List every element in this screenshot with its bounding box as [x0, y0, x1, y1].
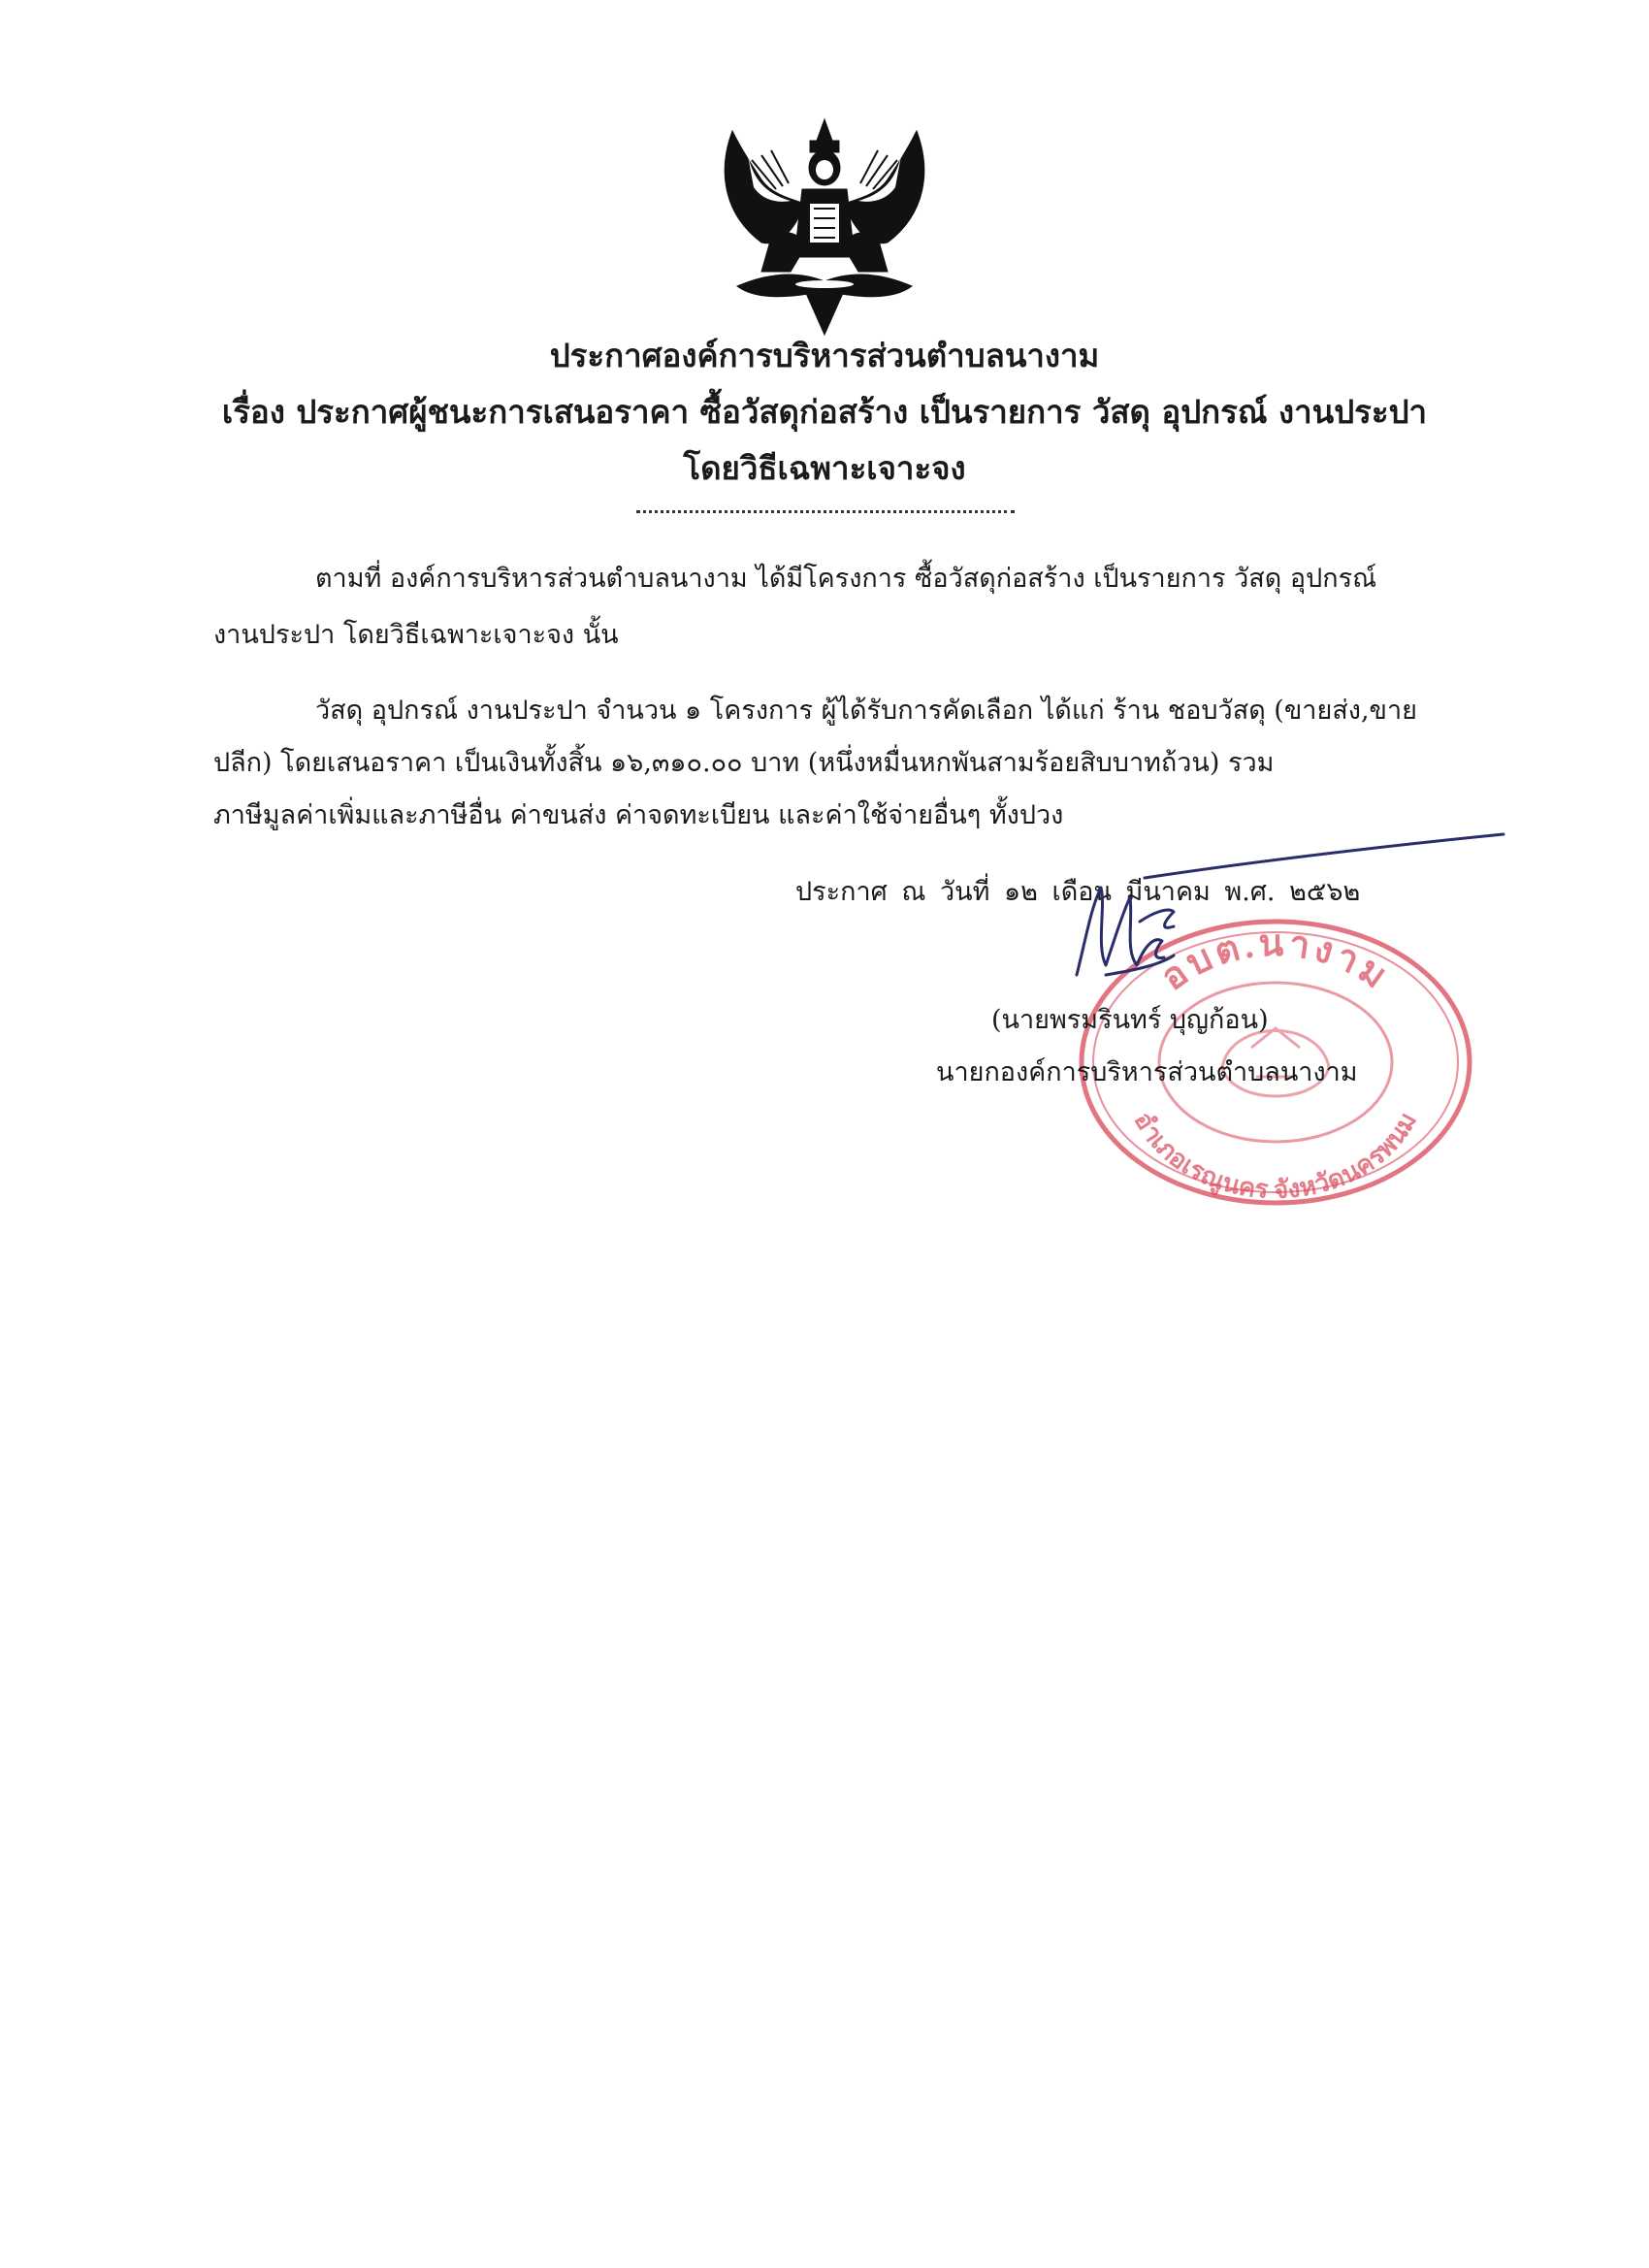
paragraph-1-line-1: ตามที่ องค์การบริหารส่วนตำบลนางาม ได้มีโครงการ ซื้อวัสดุก่อสร้าง เป็นรายการ วัสดุ อุปกรณ์: [315, 564, 1377, 594]
handwritten-signature-icon: [1048, 829, 1513, 1004]
paragraph-2-line-3: ภาษีมูลค่าเพิ่มและภาษีอื่น ค่าขนส่ง ค่าจดทะเบียน และค่าใช้จ่ายอื่นๆ ทั้งปวง: [213, 800, 1064, 830]
signatory-position: นายกองค์การบริหารส่วนตำบลนางาม: [936, 1057, 1358, 1087]
announcement-subject: เรื่อง ประกาศผู้ชนะการเสนอราคา ซื้อวัสดุก่อสร้าง เป็นรายการ วัสดุ อุปกรณ์ งานประปา: [221, 393, 1428, 431]
announcement-method: โดยวิธีเฉพาะเจาะจง: [683, 449, 966, 487]
signatory-name: (นายพรมรินทร์ บุญก้อน): [991, 1005, 1269, 1035]
paragraph-2-line-1: วัสดุ อุปกรณ์ งานประปา จำนวน ๑ โครงการ ผู้ได้รับการคัดเลือก ได้แก่ ร้าน ชอบวัสดุ (ขายส่ง,ขาย: [315, 696, 1417, 726]
garuda-emblem-icon: [713, 112, 936, 340]
svg-text:อำเภอเรณูนคร จังหวัดนครพนม: [1128, 1107, 1422, 1204]
paragraph-1-line-2: งานประปา โดยวิธีเฉพาะเจาะจง นั้น: [213, 620, 619, 650]
announcement-date: ประกาศ ณ วันที่ ๑๒ เดือน มีนาคม พ.ศ. ๒๕๖๒: [795, 877, 1361, 907]
stamp-bottom-text: อำเภอเรณูนคร จังหวัดนครพนม: [1128, 1107, 1423, 1205]
dotted-divider: [636, 510, 1015, 513]
paragraph-2-line-2: ปลีก) โดยเสนอราคา เป็นเงินทั้งสิ้น ๑๖,๓๑๐.๐๐ บาท (หนึ่งหมื่นหกพันสามร้อยสิบบาทถ้วน) รวม: [213, 748, 1275, 778]
announcement-title: ประกาศองค์การบริหารส่วนตำบลนางาม: [549, 337, 1100, 374]
stamp-top-text: อบต.นางาม: [1153, 923, 1398, 999]
